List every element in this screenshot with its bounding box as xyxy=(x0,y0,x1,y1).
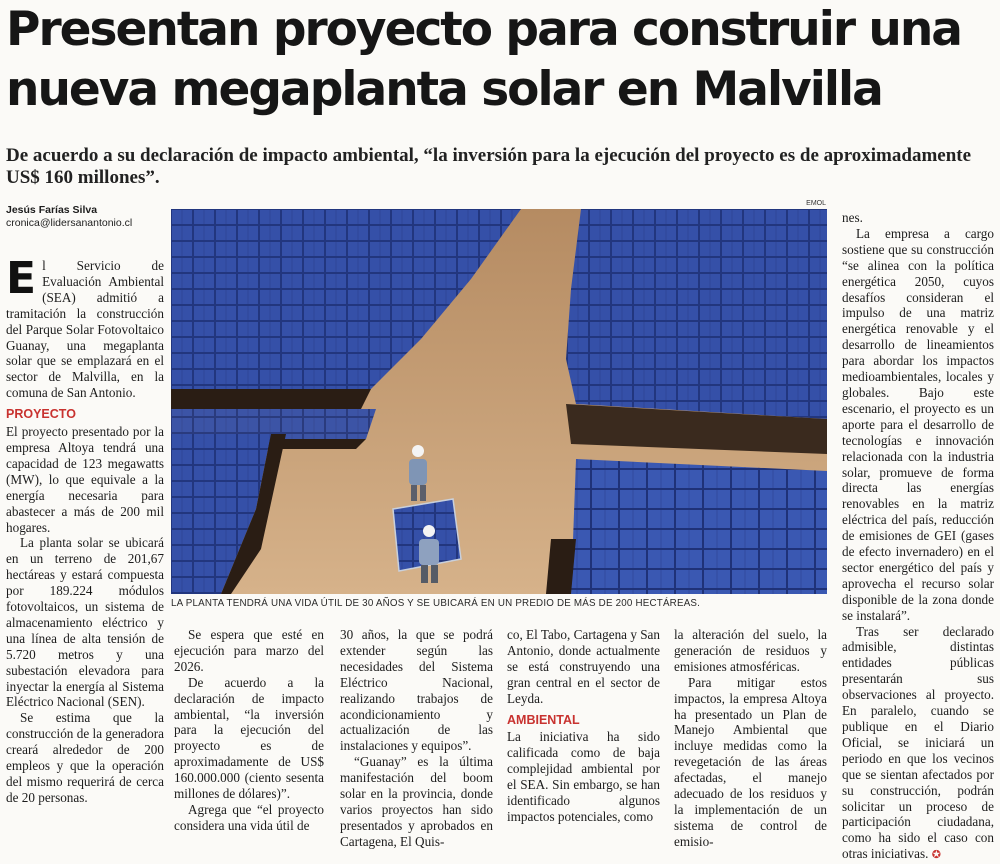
paragraph: El Servicio de Evaluación Ambiental (SEA) admitió a tramitación la construcción del Parque Solar Fotovoltaico Guanay, una megaplanta solar que se emplazará en el sector de Malvilla, en la comuna de San Antonio. xyxy=(6,253,164,401)
paragraph: El proyecto presentado por la empresa Altoya tendrá una capacidad de 123 megawatts (MW), lo que equivale a la energía necesaria para abastecer a más de 200 mil hogares. xyxy=(6,424,164,535)
deck: De acuerdo a su declaración de impacto ambiental, “la inversión para la ejecución del proyecto es de aproximadamente US$ 160 millones”. xyxy=(6,145,972,188)
drop-cap: E xyxy=(6,253,37,304)
paragraph: La empresa a cargo sostiene que su construcción “se alinea con la política energética 2050, cuyos desafíos consideran el impulso de una matriz energética renovable y el desarrollo de lineamientos para abordar los impactos medioambientales, locales y globales. Bajo este escenario, el proyecto es un aporte para el desarrollo de tecnologías e innovación relacionada con la industria solar, promueve de forma directa las energías renovables en la matriz eléctrica del país, reducción de emisiones de GEI (gases de efecto invernadero) en el sector energético del país y aprovecha el recurso solar disponible de la zona donde se instalará”. xyxy=(842,225,994,623)
column-1 xyxy=(6,253,164,838)
section-heading-proyecto: PROYECTO xyxy=(6,407,76,422)
column-3 xyxy=(340,627,493,849)
paragraph: Tras ser declarado admisible, distintas entidades públicas presentarán sus observaciones al proyecto. En paralelo, cuando se publique en el Diario Oficial, se iniciará un periodo en que los vecinos que se sientan afectados por su construcción, podrán solicitar un proceso de participación ciudadana, como ha sido el caso con otras iniciativas. ✪ xyxy=(842,623,994,862)
paragraph: “Guanay” es la última manifestación del boom solar en la provincia, donde varios proyectos han sido presentados y aprobados en Cartagena, El Quis- xyxy=(340,754,493,849)
paragraph: co, El Tabo, Cartagena y San Antonio, donde actualmente se está construyendo una gran central en el sector de Leyda. xyxy=(507,627,661,706)
photo-caption: LA PLANTA TENDRÁ UNA VIDA ÚTIL DE 30 AÑOS Y SE UBICARÁ EN UN PREDIO DE MÁS DE 200 HECTÁREAS. xyxy=(171,598,701,609)
paragraph: La planta solar se ubicará en un terreno de 201,67 hectáreas y estará compuesta por 189.224 módulos fotovoltaicos, un sistema de almacenamiento eléctrico y una línea de alta tensión de 5.720 metros y una subestación elevadora para inyectar la energía al Sistema Eléctrico Nacional (SEN). xyxy=(6,535,164,710)
headline: Presentan proyecto para construir una nueva megaplanta solar en Malvilla xyxy=(6,2,962,117)
paragraph: Para mitigar estos impactos, la empresa Altoya ha presentado un Plan de Manejo Ambiental que incluye medidas como la revegetación de las áreas afectadas, el manejo adecuado de los residuos y la implementación de un sistema de control de emisio- xyxy=(674,674,827,849)
byline xyxy=(6,204,166,230)
paragraph: Se espera que esté en ejecución para marzo del 2026. xyxy=(174,627,324,674)
author-name: Jesús Farías Silva xyxy=(6,204,98,216)
paragraph: la alteración del suelo, la generación de residuos y emisiones atmosféricas. xyxy=(674,627,827,674)
paragraph: 30 años, la que se podrá extender según las necesidades del Sistema Eléctrico Nacional, realizando trabajos de acondicionamiento y actualización de las instalaciones y equipos”. xyxy=(340,627,493,754)
author-email[interactable]: cronica@lidersanantonio.cl xyxy=(6,217,133,229)
end-mark-icon: ✪ xyxy=(931,849,941,862)
photo-credit: EMOL xyxy=(806,200,826,207)
paragraph: La iniciativa ha sido calificada como de baja complejidad ambiental por el SEA. Sin embargo, se han identificado algunos impactos potenciales, como xyxy=(507,729,660,824)
paragraph: Se estima que la construcción de la generadora creará alrededor de 200 empleos y que la operación del mismo requerirá de cerca de 20 personas. xyxy=(6,710,164,805)
column-2 xyxy=(174,627,324,837)
paragraph: nes. xyxy=(842,210,863,225)
column-6 xyxy=(842,210,994,862)
paragraph: De acuerdo a la declaración de impacto ambiental, “la inversión para la ejecución del proyecto es de aproximadamente de US$ 160.000.000 (ciento sesenta millones de dólares)”. xyxy=(174,674,324,802)
paragraph: Agrega que “el proyecto considera una vida útil de xyxy=(174,801,324,833)
column-4 xyxy=(507,627,660,837)
column-5 xyxy=(674,627,827,849)
solar-plant-photo xyxy=(171,209,827,594)
section-heading-ambiental: AMBIENTAL xyxy=(507,712,580,727)
